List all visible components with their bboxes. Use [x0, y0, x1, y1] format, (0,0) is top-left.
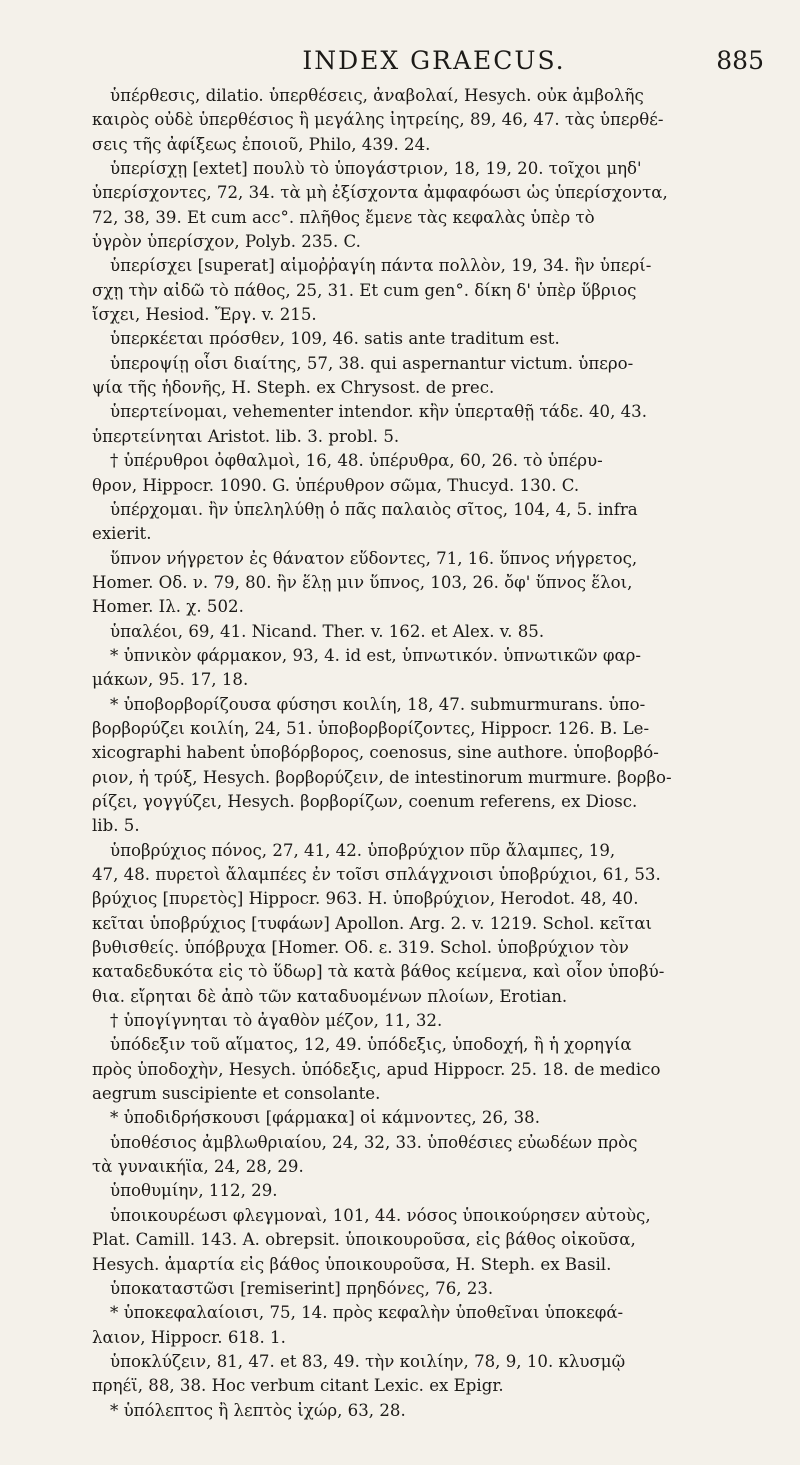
entry-line: πρὸς ὑποδοχὴν, Hesych. ὑπόδεξις, apud Hippocr. 25. 18. de medico [92, 1059, 661, 1079]
entry-line: λαιον, Hippocr. 618. 1. [92, 1327, 286, 1347]
entry-line: Hesych. ἁμαρτία εἰς βάθος ὑποικουροῦσα, H. Steph. ex Basil. [92, 1254, 612, 1274]
index-entry [92, 498, 776, 547]
entry-line: Plat. Camill. 143. A. obrepsit. ὑποικουροῦσα, εἰς βάθος οἰκοῦσα, [92, 1230, 636, 1250]
page-header [92, 36, 776, 84]
index-entry [92, 157, 776, 254]
entry-line: exierit. [92, 524, 152, 544]
entry-line: ὑπερίσχει [superat] αἱμοῤῥαγίη πάντα πολλὸν, 19, 34. ἢν ὑπερί- [110, 256, 652, 276]
index-entry [92, 620, 776, 644]
entry-line: ὑπαλέοι, 69, 41. Nicand. Ther. v. 162. et Alex. v. 85. [110, 621, 545, 641]
entry-line: ὑποθέσιος ἀμβλωθριαίου, 24, 32, 33. ὑποθέσιες εὐωδέων πρὸς [110, 1132, 638, 1152]
index-entry [92, 1301, 776, 1350]
entry-line: ὑπέρθεσις, dilatio. ὑπερθέσεις, ἀναβολαί, Hesych. οὐκ ἀμβολῆς [110, 86, 644, 105]
entry-line: ὑποθυμίην, 112, 29. [110, 1181, 278, 1201]
index-entry [92, 693, 776, 839]
entry-line: σχῃ τὴν αἰδῶ τὸ πάθος, 25, 31. Et cum gen°. δίκη δ' ὑπὲρ ὕβριος [92, 280, 637, 300]
entry-line: βορβορύζει κοιλίη, 24, 51. ὑποβορβορίζοντες, Hippocr. 126. B. Le- [92, 718, 650, 738]
entry-line: ὑπερτείνηται Aristot. lib. 3. probl. 5. [92, 426, 400, 446]
entry-line: μάκων, 95. 17, 18. [92, 670, 249, 690]
entry-line: ὑπέρχομαι. ἢν ὑπεληλύθῃ ὁ πᾶς παλαιὸς σῖτος, 104, 4, 5. infra [110, 499, 638, 519]
entry-line: ἴσχει, Hesiod. Ἔργ. v. 215. [92, 305, 317, 325]
entry-line: ὑγρὸν ὑπερίσχον, Polyb. 235. C. [92, 232, 361, 252]
entry-line: θρον, Hippocr. 1090. G. ὑπέρυθρον σῶμα, Thucyd. 130. C. [92, 475, 580, 495]
entry-line: σεις τῆς ἀφίξεως ἐποιοῦ, Philo, 439. 24. [92, 134, 431, 154]
index-entry [92, 1350, 776, 1399]
index-entry [92, 1179, 776, 1203]
entry-line: ὑποκαταστῶσι [remiserint] πρηδόνες, 76, 23. [110, 1278, 494, 1298]
entry-line: ὑπεροψίῃ οἷσι διαίτης, 57, 38. qui aspernantur victum. ὑπερο- [110, 353, 634, 373]
entry-line: καταδεδυκότα εἰς τὸ ὕδωρ] τὰ κατὰ βάθος κείμενα, καὶ οἷον ὑποβύ- [92, 962, 665, 982]
index-entry [92, 1106, 776, 1130]
index-entry [92, 449, 776, 498]
index-entry [92, 1009, 776, 1033]
index-entry [92, 400, 776, 449]
entry-line: Homer. Ιλ. χ. 502. [92, 597, 244, 617]
entry-line: ὑπερίσχοντες, 72, 34. τὰ μὴ ἐξίσχοντα ἀμφαφόωσι ὡς ὑπερίσχοντα, [92, 183, 668, 203]
entry-line: * ὑποβορβορίζουσα φύσησι κοιλίη, 18, 47. submurmurans. ὑπο- [110, 694, 646, 714]
entry-line: ὑποκλύζειν, 81, 47. et 83, 49. τὴν κοιλίην, 78, 9, 10. κλυσμῷ [110, 1351, 626, 1371]
entry-line: † ὑπέρυθροι ὀφθαλμοὶ, 16, 48. ὑπέρυθρα, 60, 26. τὸ ὑπέρυ- [110, 451, 603, 471]
entry-line: θια. εἴρηται δὲ ἀπὸ τῶν καταδυομένων πλοίων, Erotian. [92, 986, 568, 1006]
entry-line: * ὑπόλεπτος ἢ λεπτὸς ἰχώρ, 63, 28. [110, 1400, 406, 1420]
entry-line: aegrum suscipiente et consolante. [92, 1084, 381, 1104]
index-entry [92, 547, 776, 620]
entry-line: † ὑπογίγνηται τὸ ἀγαθὸν μέζον, 11, 32. [110, 1011, 443, 1031]
entry-line: ρίζει, γογγύζει, Hesych. βορβορίζων, coenum referens, ex Diosc. [92, 791, 638, 811]
entry-line: πρηέϊ, 88, 38. Hoc verbum citant Lexic. ex Epigr. [92, 1376, 504, 1396]
entry-line: Homer. Οδ. ν. 79, 80. ἢν ἕλῃ μιν ὕπνος, 103, 26. ὄφ' ὕπνος ἕλοι, [92, 572, 633, 592]
entry-line: ὕπνον νήγρετον ἐς θάνατον εὕδοντες, 71, 16. ὕπνος νήγρετος, [110, 548, 638, 568]
index-entry [92, 254, 776, 327]
entry-line: * ὑποκεφαλαίοισι, 75, 14. πρὸς κεφαλὴν ὑποθεῖναι ὑποκεφά- [110, 1303, 624, 1323]
entry-line: lib. 5. [92, 816, 140, 836]
index-entries [92, 84, 776, 1423]
index-entry [92, 1277, 776, 1301]
page-number: 885 [716, 46, 764, 75]
entry-line: τὰ γυναικήϊα, 24, 28, 29. [92, 1157, 304, 1177]
entry-line: βυθισθείς. ὑπόβρυχα [Homer. Οδ. ε. 319. Schol. ὑποβρύχιον τὸν [92, 938, 629, 958]
entry-line: βρύχιος [πυρετὸς] Hippocr. 963. H. ὑποβρύχιον, Herodot. 48, 40. [92, 889, 639, 909]
index-entry [92, 327, 776, 351]
entry-line: ριον, ἡ τρύξ, Hesych. βορβορύζειν, de intestinorum murmure. βορβο- [92, 767, 672, 787]
index-entry [92, 1131, 776, 1180]
entry-line: ψία τῆς ἡδονῆς, H. Steph. ex Chrysost. de prec. [92, 378, 495, 398]
entry-line: 72, 38, 39. Et cum acc°. πλῆθος ἔμενε τὰς κεφαλὰς ὑπὲρ τὸ [92, 207, 595, 227]
index-entry [92, 1204, 776, 1277]
entry-line: καιρὸς οὐδὲ ὑπερθέσιος ἢ μεγάλης ἰητρείης, 89, 46, 47. τὰς ὑπερθέ- [92, 110, 664, 130]
entry-line: 47, 48. πυρετοὶ ἄλαμπέες ἐν τοῖσι σπλάγχνοισι ὑποβρύχιοι, 61, 53. [92, 865, 661, 884]
entry-line: ὑποικουρέωσι φλεγμοναὶ, 101, 44. νόσος ὑποικούρησεν αὐτοὺς, [110, 1205, 651, 1225]
entry-line: ὑπερκέεται πρόσθεν, 109, 46. satis ante traditum est. [110, 329, 560, 349]
entry-line: ὑπερτείνομαι, vehementer intendor. κἢν ὑπερταθῇ τάδε. 40, 43. [110, 402, 648, 422]
running-title: INDEX GRAECUS. [302, 46, 566, 75]
index-entry [92, 84, 776, 157]
entry-line: ὑποβρύχιος πόνος, 27, 41, 42. ὑποβρύχιον πῦρ ἄλαμπες, 19, [110, 840, 616, 860]
index-entry [92, 352, 776, 401]
entry-line: * ὑπνικὸν φάρμακον, 93, 4. id est, ὑπνωτικόν. ὑπνωτικῶν φαρ- [110, 645, 642, 665]
index-entry [92, 839, 776, 1009]
entry-line: ὑπερίσχῃ [extet] πουλὺ τὸ ὑπογάστριον, 18, 19, 20. τοῖχοι μηδ' [110, 159, 642, 179]
entry-line: κεῖται ὑποβρύχιος [τυφάων] Apollon. Arg. 2. v. 1219. Schol. κεῖται [92, 913, 653, 933]
entry-line: * ὑποδιδρήσκουσι [φάρμακα] οἱ κάμνοντες, 26, 38. [110, 1108, 540, 1128]
index-entry [92, 1033, 776, 1106]
entry-line: ὑπόδεξιν τοῦ αἵματος, 12, 49. ὑπόδεξις, ὑποδοχή, ἢ ἡ χορηγία [110, 1035, 632, 1055]
entry-line: xicographi habent ὑποβόρβορος, coenosus, sine authore. ὑποβορβό- [92, 743, 659, 763]
index-entry [92, 1399, 776, 1423]
index-entry [92, 644, 776, 693]
